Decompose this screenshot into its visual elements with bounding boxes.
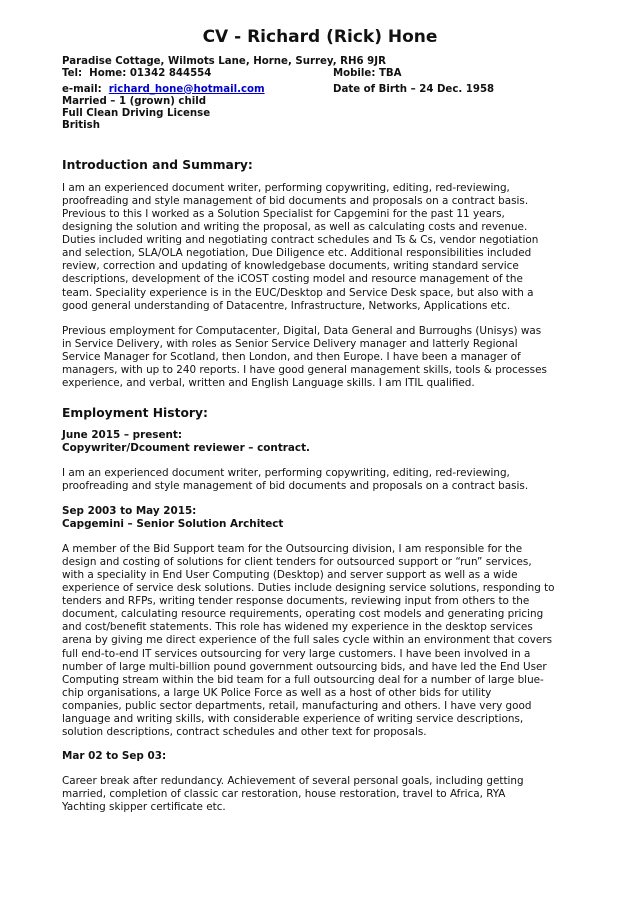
text-line: chip organisations, a large UK Police Force as well as a host of other bids for utility [62, 686, 492, 699]
tel-label: Tel: [62, 68, 83, 80]
job-3-dates: Mar 02 to Sep 03: [62, 750, 167, 763]
job-1-dates: June 2015 – present: [62, 429, 183, 442]
mobile: Mobile: TBA [333, 68, 402, 80]
text-line: Career break after redundancy. Achievement of several personal goals, including getting [62, 775, 524, 788]
text-line: team. Speciality experience is in the EUC/Desktop and Service Desk space, but also with a [62, 286, 534, 299]
address: Paradise Cottage, Wilmots Lane, Horne, Surrey, RH6 9JR [62, 56, 386, 67]
text-line: married, completion of classic car restoration, house restoration, travel to Africa, RYA [62, 788, 506, 801]
text-line: Previous employment for Computacenter, Digital, Data General and Burroughs (Unisys) was [62, 324, 542, 337]
contact-block [62, 56, 578, 133]
job-2-description [62, 543, 578, 739]
text-line: descriptions, development of the iCOST costing model and resource management of the [62, 273, 523, 286]
nationality: British [62, 120, 100, 132]
text-line: in Service Delivery, with roles as Senior Service Delivery manager and latterly Regional [62, 337, 518, 350]
text-line: managers, with up to 240 reports. I have good general management skills, tools & processes [62, 364, 547, 376]
text-line: with a speciality in End User Computing (Desktop) and server support as well as a wide [62, 568, 518, 581]
text-line: companies, public sector departments, retail, manufacturing and others. I have very good [62, 699, 532, 712]
job-1 [62, 429, 578, 493]
text-line: design and costing of solutions for client tenders for outsourced support or “run” services, [62, 555, 532, 568]
intro-paragraph-1 [62, 182, 578, 313]
text-line: Previous to this I worked as a Solution Specialist for Capgemini for the past 11 years, [62, 207, 505, 220]
marital-status: Married – 1 (grown) child [62, 95, 206, 107]
text-line: solution descriptions, contract schedules and other text for proposals. [62, 726, 427, 739]
job-2-role: Capgemini – Senior Solution Architect [62, 517, 284, 530]
text-line: Service Manager for Scotland, then London, and then Europe. I have been a manager of [62, 350, 521, 363]
text-line: I am an experienced document writer, performing copywriting, editing, red-reviewing, [62, 181, 510, 194]
home-phone: Home: 01342 844554 [89, 68, 212, 80]
text-line: tenders and RFPs, writing tender response documents, reviewing input from others to the [62, 595, 530, 608]
phone-row [62, 68, 578, 80]
intro-heading: Introduction and Summary: [62, 157, 253, 172]
employment-heading: Employment History: [62, 406, 208, 421]
text-line: experience of service desk solutions. Duties include designing service solutions, responding to [62, 582, 555, 595]
text-line: and selection, SLA/OLA negotiation, Due Diligence etc. Additional responsibilities included [62, 247, 532, 260]
job-2-dates: Sep 2003 to May 2015: [62, 504, 197, 517]
text-line: Computing stream within the bid team for a full outsourcing deal for a number of large blue- [62, 673, 544, 686]
intro-paragraph-2 [62, 325, 578, 390]
text-line: arena by giving me direct experience of the full sales cycle within an environment that covers [62, 634, 553, 647]
text-line: full end-to-end IT services outsourcing for very large customers. I have been involved in a [62, 647, 531, 660]
driving-license: Full Clean Driving License [62, 108, 211, 120]
date-of-birth: Date of Birth – 24 Dec. 1958 [333, 83, 495, 95]
text-line: review, correction and updating of knowledgebase documents, writing standard service [62, 260, 519, 273]
text-line: proofreading and style management of bid documents and proposals on a contract basis. [62, 194, 529, 207]
text-line: Duties included writing and negotiating contract schedules and Ts & Cs, vendor negotiation [62, 234, 539, 247]
text-line: A member of the Bid Support team for the Outsourcing division, I am responsible for the [62, 542, 523, 555]
text-line: experience, and verbal, written and English Language skills. I am ITIL qualified. [62, 377, 475, 390]
job-2 [62, 505, 578, 740]
cv-title: CV - Richard (Rick) Hone [202, 27, 438, 47]
text-line: language and writing skills, with considerable experience of writing service descriptions, [62, 712, 524, 725]
text-line: I am an experienced document writer, performing copywriting, editing, red-reviewing, [62, 467, 510, 480]
text-line: and cost/benefit statements. This role has widened my experience in the desktop services [62, 621, 533, 634]
text-line: proofreading and style management of bid documents and proposals on a contract basis. [62, 480, 529, 493]
text-line: good general understanding of Datacentre, Infrastructure, Networks, Applications etc. [62, 299, 511, 312]
job-3 [62, 750, 578, 814]
email-link[interactable]: richard_hone@hotmail.com [108, 83, 265, 95]
email-row [62, 84, 578, 96]
text-line: document, calculating resource requirements, operating cost models and generating pricing [62, 608, 544, 621]
text-line: number of large multi-billion pound government outsourcing bids, and have led the End User [62, 660, 547, 673]
job-3-description [62, 775, 578, 814]
job-1-description [62, 467, 578, 493]
text-line: designing the solution and writing the proposal, as well as calculating costs and revenue. [62, 221, 528, 234]
text-line: Yachting skipper certificate etc. [62, 801, 226, 814]
job-1-role: Copywriter/Dcoument reviewer – contract. [62, 442, 310, 455]
email-label: e-mail: [62, 83, 102, 95]
